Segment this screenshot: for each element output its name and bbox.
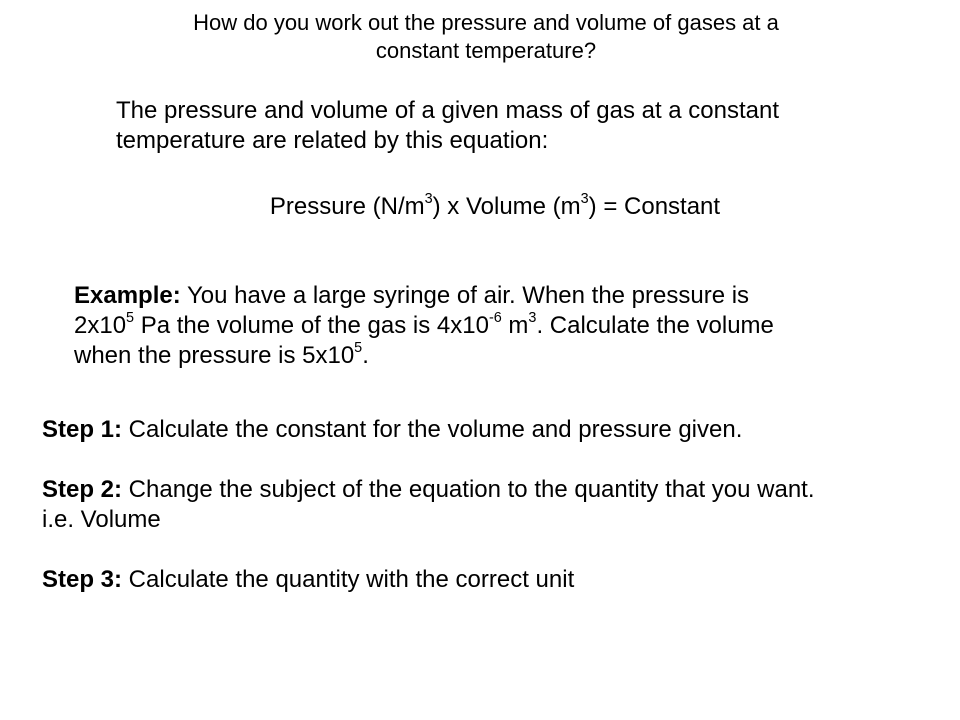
step-1-label: Step 1: (42, 416, 123, 443)
step-2 (42, 475, 942, 505)
intro-line-1: The pressure and volume of a given mass of gas at a constant (116, 97, 780, 124)
title-line-1: How do you work out the pressure and volume of gases at a (193, 10, 779, 35)
step-2-continuation: i.e. Volume (42, 506, 161, 533)
equation-part-2: ) x Volume (m (432, 193, 581, 220)
example-line-2-b: Pa the volume of the gas is 4x10 (134, 312, 489, 339)
example-line-2-c: m (501, 312, 529, 339)
step-3 (42, 565, 942, 595)
example-line-1 (74, 281, 874, 311)
equation (100, 192, 890, 222)
example-line-2-sup-1: 5 (126, 310, 135, 327)
example-line-2-d: . Calculate the volume (536, 312, 774, 339)
example-line-2-a: 2x10 (74, 312, 127, 339)
example-line-2-sup-2: -6 (488, 310, 502, 327)
example-line-1-text: You have a large syringe of air. When the pressure is (180, 282, 750, 309)
example-line-3-sup: 5 (354, 340, 363, 357)
example-line-3-b: . (362, 342, 369, 369)
example-line-2-sup-3: 3 (528, 310, 537, 327)
example-line-3 (74, 341, 874, 371)
example-line-3-a: when the pressure is 5x10 (74, 342, 355, 369)
step-1-text: Calculate the constant for the volume and pressure given. (122, 416, 743, 443)
step-3-label: Step 3: (42, 566, 123, 593)
equation-sup-1: 3 (424, 191, 433, 208)
equation-part-1: Pressure (N/m (269, 193, 425, 220)
page-title (100, 9, 872, 65)
example-label: Example: (74, 282, 181, 309)
step-3-text: Calculate the quantity with the correct unit (122, 566, 575, 593)
intro-line-2: temperature are related by this equation: (116, 127, 549, 154)
title-line-2: constant temperature? (375, 38, 597, 63)
equation-sup-2: 3 (580, 191, 589, 208)
equation-part-3: ) = Constant (588, 193, 721, 220)
steps-section (42, 415, 942, 595)
step-1 (42, 415, 942, 445)
step-2-label: Step 2: (42, 476, 123, 503)
intro-paragraph (116, 96, 876, 156)
example-line-2 (74, 311, 874, 341)
example-paragraph (74, 281, 874, 371)
step-2-text: Change the subject of the equation to the quantity that you want. (122, 476, 815, 503)
